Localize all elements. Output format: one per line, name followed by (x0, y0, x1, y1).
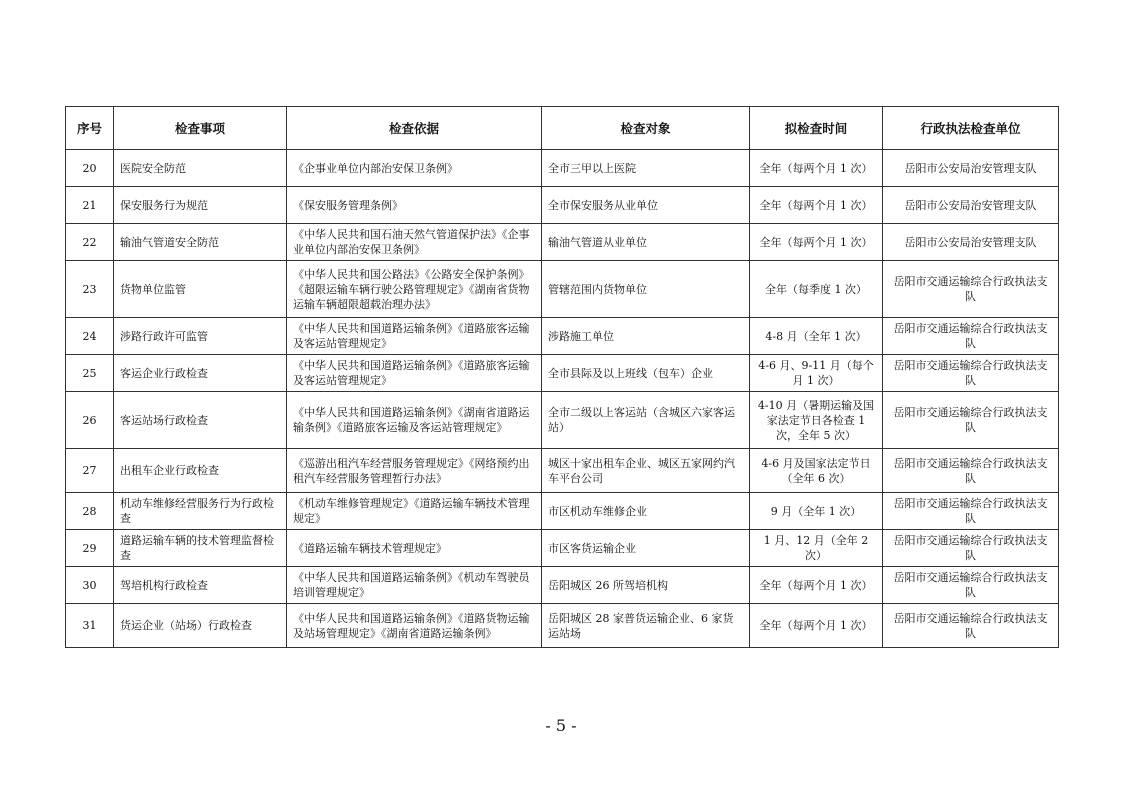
table-row (66, 530, 1059, 567)
cell-time: 1 月、12 月（全年 2 次） (750, 530, 883, 567)
table-row (66, 261, 1059, 318)
cell-unit: 岳阳市交通运输综合行政执法支队 (883, 449, 1059, 493)
cell-basis: 《中华人民共和国道路运输条例》《机动车驾驶员培训管理规定》 (287, 567, 542, 604)
table-row (66, 392, 1059, 449)
cell-unit: 岳阳市交通运输综合行政执法支队 (883, 261, 1059, 318)
header-time: 拟检查时间 (750, 107, 883, 150)
cell-no: 31 (66, 604, 114, 648)
cell-item: 输油气管道安全防范 (114, 224, 287, 261)
header-no: 序号 (66, 107, 114, 150)
cell-unit: 岳阳市交通运输综合行政执法支队 (883, 392, 1059, 449)
table-row (66, 187, 1059, 224)
cell-target: 涉路施工单位 (542, 318, 750, 355)
cell-no: 27 (66, 449, 114, 493)
cell-no: 24 (66, 318, 114, 355)
cell-basis: 《中华人民共和国道路运输条例》《道路旅客运输及客运站管理规定》 (287, 355, 542, 392)
table-header-row (66, 107, 1059, 150)
cell-no: 25 (66, 355, 114, 392)
cell-target: 岳阳城区 26 所驾培机构 (542, 567, 750, 604)
cell-item: 涉路行政许可监管 (114, 318, 287, 355)
cell-time: 全年（每季度 1 次） (750, 261, 883, 318)
cell-item: 保安服务行为规范 (114, 187, 287, 224)
cell-target: 全市保安服务从业单位 (542, 187, 750, 224)
cell-basis: 《保安服务管理条例》 (287, 187, 542, 224)
cell-target: 岳阳城区 28 家普货运输企业、6 家货运站场 (542, 604, 750, 648)
cell-basis: 《中华人民共和国道路运输条例》《湖南省道路运输条例》《道路旅客运输及客运站管理规定》 (287, 392, 542, 449)
table-row (66, 150, 1059, 187)
cell-no: 26 (66, 392, 114, 449)
cell-time: 4-8 月（全年 1 次） (750, 318, 883, 355)
cell-time: 全年（每两个月 1 次） (750, 187, 883, 224)
cell-item: 货物单位监管 (114, 261, 287, 318)
cell-basis: 《机动车维修管理规定》《道路运输车辆技术管理规定》 (287, 493, 542, 530)
header-unit: 行政执法检查单位 (883, 107, 1059, 150)
header-basis: 检查依据 (287, 107, 542, 150)
cell-no: 23 (66, 261, 114, 318)
cell-target: 城区十家出租车企业、城区五家网约汽车平台公司 (542, 449, 750, 493)
cell-item: 客运站场行政检查 (114, 392, 287, 449)
cell-item: 机动车维修经营服务行为行政检查 (114, 493, 287, 530)
cell-unit: 岳阳市交通运输综合行政执法支队 (883, 530, 1059, 567)
cell-basis: 《企事业单位内部治安保卫条例》 (287, 150, 542, 187)
cell-target: 全市县际及以上班线（包车）企业 (542, 355, 750, 392)
cell-no: 22 (66, 224, 114, 261)
cell-basis: 《中华人民共和国公路法》《公路安全保护条例》《超限运输车辆行驶公路管理规定》《湖南省货物运输车辆超限超载治理办法》 (287, 261, 542, 318)
cell-unit: 岳阳市公安局治安管理支队 (883, 224, 1059, 261)
table-body (66, 150, 1059, 648)
page-number: - 5 - (545, 716, 577, 735)
cell-basis: 《中华人民共和国石油天然气管道保护法》《企事业单位内部治安保卫条例》 (287, 224, 542, 261)
cell-target: 管辖范围内货物单位 (542, 261, 750, 318)
cell-time: 4-6 月、9-11 月（每个月 1 次） (750, 355, 883, 392)
cell-time: 全年（每两个月 1 次） (750, 224, 883, 261)
cell-basis: 《道路运输车辆技术管理规定》 (287, 530, 542, 567)
cell-no: 29 (66, 530, 114, 567)
cell-basis: 《中华人民共和国道路运输条例》《道路旅客运输及客运站管理规定》 (287, 318, 542, 355)
cell-unit: 岳阳市交通运输综合行政执法支队 (883, 604, 1059, 648)
cell-target: 市区机动车维修企业 (542, 493, 750, 530)
cell-unit: 岳阳市公安局治安管理支队 (883, 187, 1059, 224)
cell-time: 4-10 月（暑期运输及国家法定节日各检查 1 次，全年 5 次） (750, 392, 883, 449)
table-row (66, 493, 1059, 530)
cell-unit: 岳阳市交通运输综合行政执法支队 (883, 318, 1059, 355)
cell-time: 4-6 月及国家法定节日（全年 6 次） (750, 449, 883, 493)
cell-no: 21 (66, 187, 114, 224)
cell-time: 全年（每两个月 1 次） (750, 567, 883, 604)
cell-unit: 岳阳市交通运输综合行政执法支队 (883, 567, 1059, 604)
cell-target: 输油气管道从业单位 (542, 224, 750, 261)
cell-item: 出租车企业行政检查 (114, 449, 287, 493)
cell-basis: 《巡游出租汽车经营服务管理规定》《网络预约出租汽车经营服务管理暂行办法》 (287, 449, 542, 493)
cell-item: 医院安全防范 (114, 150, 287, 187)
cell-unit: 岳阳市公安局治安管理支队 (883, 150, 1059, 187)
inspection-table (65, 106, 1059, 648)
cell-item: 客运企业行政检查 (114, 355, 287, 392)
header-item: 检查事项 (114, 107, 287, 150)
cell-target: 市区客货运输企业 (542, 530, 750, 567)
cell-no: 20 (66, 150, 114, 187)
cell-unit: 岳阳市交通运输综合行政执法支队 (883, 493, 1059, 530)
cell-time: 全年（每两个月 1 次） (750, 604, 883, 648)
cell-no: 30 (66, 567, 114, 604)
table-row (66, 449, 1059, 493)
cell-item: 驾培机构行政检查 (114, 567, 287, 604)
cell-target: 全市三甲以上医院 (542, 150, 750, 187)
cell-unit: 岳阳市交通运输综合行政执法支队 (883, 355, 1059, 392)
cell-item: 道路运输车辆的技术管理监督检查 (114, 530, 287, 567)
cell-time: 9 月（全年 1 次） (750, 493, 883, 530)
header-target: 检查对象 (542, 107, 750, 150)
table-row (66, 355, 1059, 392)
cell-item: 货运企业（站场）行政检查 (114, 604, 287, 648)
cell-no: 28 (66, 493, 114, 530)
table-row (66, 318, 1059, 355)
table-row (66, 567, 1059, 604)
cell-basis: 《中华人民共和国道路运输条例》《道路货物运输及站场管理规定》《湖南省道路运输条例》 (287, 604, 542, 648)
cell-target: 全市二级以上客运站（含城区六家客运站） (542, 392, 750, 449)
table-row (66, 224, 1059, 261)
cell-time: 全年（每两个月 1 次） (750, 150, 883, 187)
table-row (66, 604, 1059, 648)
